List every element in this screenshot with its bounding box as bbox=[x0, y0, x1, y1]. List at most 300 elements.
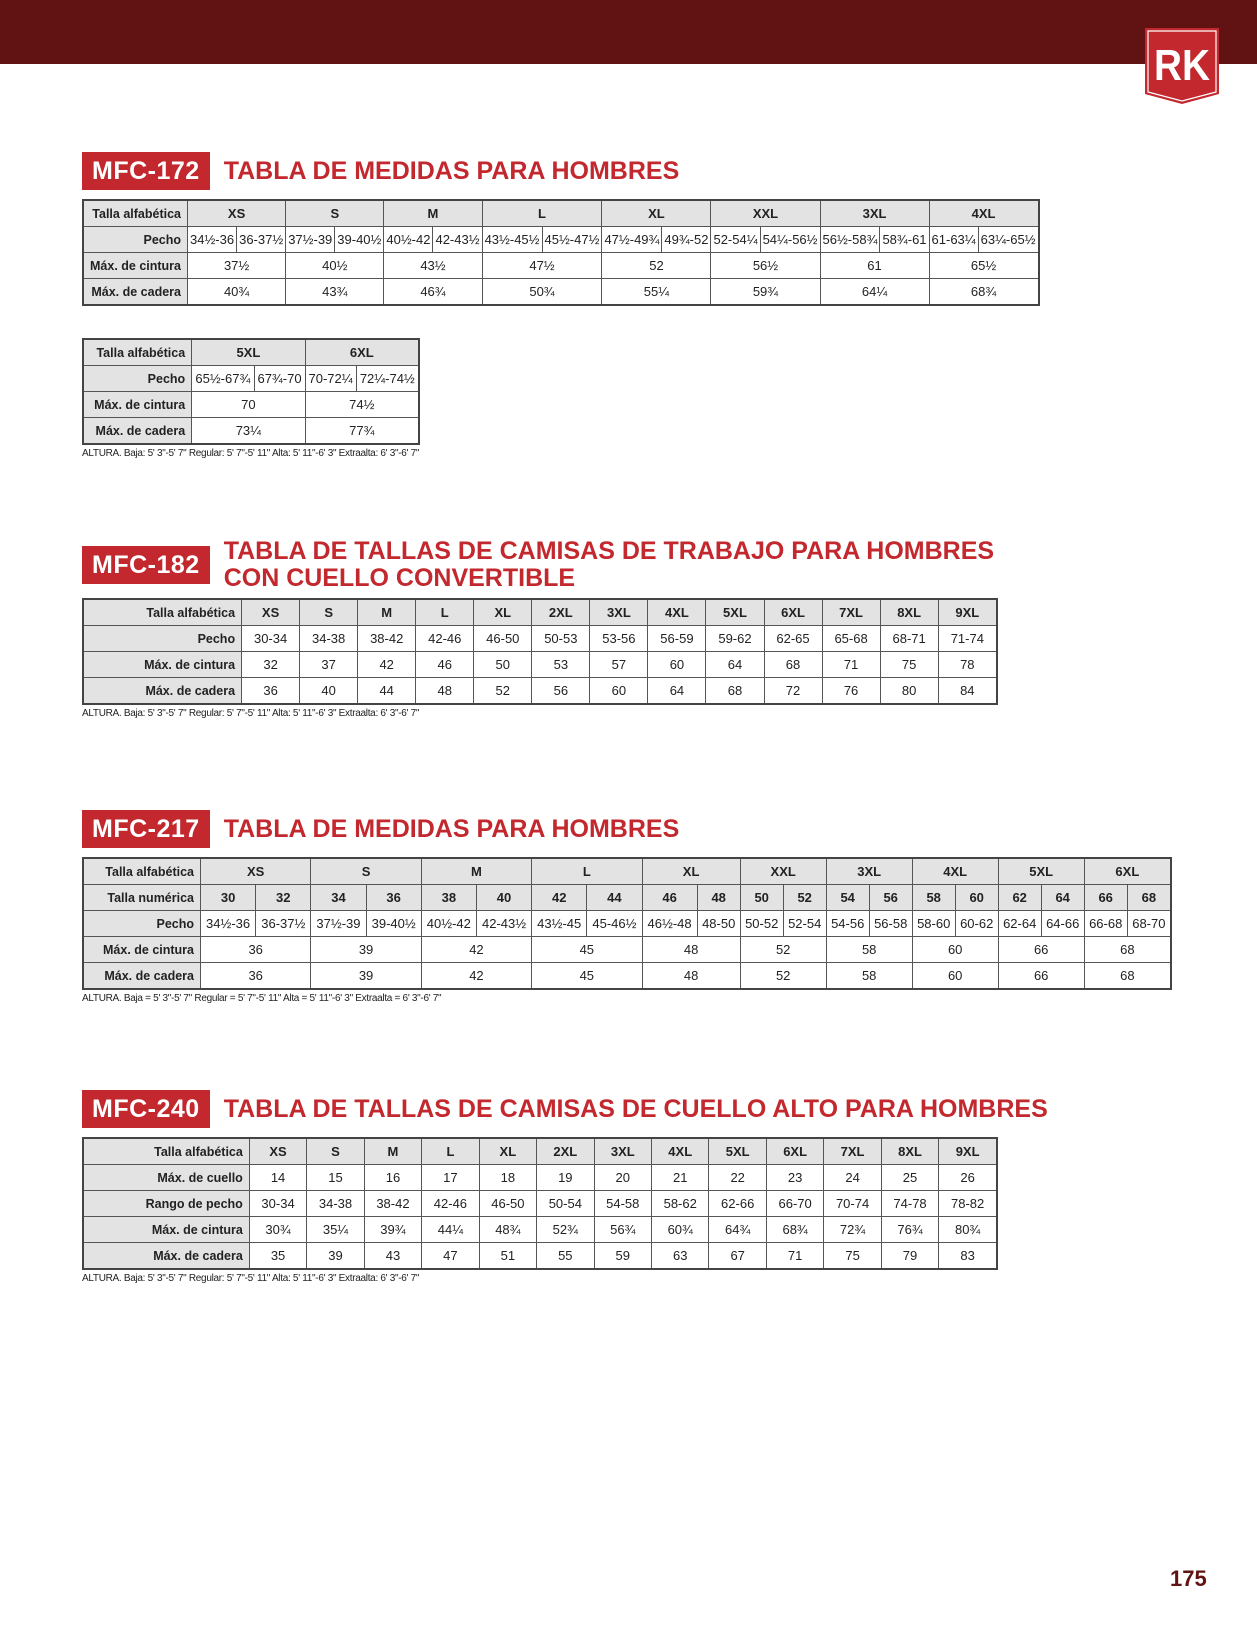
row-label: Máx. de cadera bbox=[83, 279, 188, 306]
chest-cell: 34-38 bbox=[300, 626, 358, 652]
size-cell: XL bbox=[602, 200, 711, 227]
hip-cell: 44 bbox=[358, 678, 416, 705]
waist-cell: 50 bbox=[474, 652, 532, 678]
chest-cell: 39-40½ bbox=[366, 911, 421, 937]
numeric-size-cell: 42 bbox=[532, 885, 587, 911]
chest-cell: 60-62 bbox=[955, 911, 998, 937]
hip-cell: 46¾ bbox=[384, 279, 482, 306]
size-cell: XL bbox=[474, 599, 532, 626]
size-cell: 2XL bbox=[537, 1138, 594, 1165]
waist-cell: 48¾ bbox=[479, 1217, 536, 1243]
hip-cell: 58 bbox=[826, 963, 912, 990]
size-cell: M bbox=[358, 599, 416, 626]
waist-cell: 76¾ bbox=[881, 1217, 938, 1243]
neck-cell: 15 bbox=[307, 1165, 364, 1191]
chest-cell: 49¾-52 bbox=[662, 227, 711, 253]
size-cell: S bbox=[300, 599, 358, 626]
waist-cell: 52 bbox=[740, 937, 826, 963]
chest-cell: 58-62 bbox=[652, 1191, 709, 1217]
size-cell: XS bbox=[242, 599, 300, 626]
waist-cell: 32 bbox=[242, 652, 300, 678]
hip-cell: 83 bbox=[939, 1243, 997, 1270]
size-header-row bbox=[83, 200, 1039, 227]
chest-cell: 65-68 bbox=[822, 626, 880, 652]
size-cell: 8XL bbox=[880, 599, 938, 626]
chest-cell: 37½-39 bbox=[311, 911, 366, 937]
hip-cell: 40¾ bbox=[188, 279, 286, 306]
chest-cell: 42-46 bbox=[416, 626, 474, 652]
chest-cell: 67¾-70 bbox=[254, 366, 305, 392]
numeric-size-cell: 34 bbox=[311, 885, 366, 911]
waist-cell: 44¼ bbox=[422, 1217, 479, 1243]
size-cell: 7XL bbox=[822, 599, 880, 626]
neck-cell: 21 bbox=[652, 1165, 709, 1191]
neck-cell: 14 bbox=[249, 1165, 306, 1191]
chest-cell: 36-37½ bbox=[256, 911, 311, 937]
hip-cell: 76 bbox=[822, 678, 880, 705]
numeric-size-cell: 66 bbox=[1084, 885, 1127, 911]
row-label: Talla alfabética bbox=[83, 339, 192, 366]
chest-cell: 39-40½ bbox=[335, 227, 384, 253]
waist-cell: 60 bbox=[648, 652, 706, 678]
product-code-badge: MFC-217 bbox=[82, 810, 210, 848]
size-cell: M bbox=[364, 1138, 421, 1165]
chest-cell: 52-54 bbox=[783, 911, 826, 937]
waist-cell: 68 bbox=[1084, 937, 1171, 963]
chest-cell: 58¾-61 bbox=[880, 227, 929, 253]
row-label: Talla alfabética bbox=[83, 599, 242, 626]
hip-cell: 39 bbox=[307, 1243, 364, 1270]
numeric-size-cell: 68 bbox=[1127, 885, 1171, 911]
hip-cell: 56 bbox=[532, 678, 590, 705]
waist-cell: 48 bbox=[642, 937, 740, 963]
hip-cell: 72 bbox=[764, 678, 822, 705]
waist-cell: 60¾ bbox=[652, 1217, 709, 1243]
size-cell: 4XL bbox=[652, 1138, 709, 1165]
chest-cell: 59-62 bbox=[706, 626, 764, 652]
row-label: Pecho bbox=[83, 911, 201, 937]
chest-cell: 42-46 bbox=[422, 1191, 479, 1217]
size-header-row bbox=[83, 339, 419, 366]
neck-cell: 18 bbox=[479, 1165, 536, 1191]
numeric-size-cell: 30 bbox=[201, 885, 256, 911]
size-cell: XS bbox=[201, 858, 311, 885]
row-label: Pecho bbox=[83, 366, 192, 392]
numeric-size-row bbox=[83, 885, 1171, 911]
size-cell: 2XL bbox=[532, 599, 590, 626]
height-note: ALTURA. Baja: 5' 3"-5' 7" Regular: 5' 7"-5' 11" Alta: 5' 11"-6' 3" Extraalta: 6' 3"-6' 7" bbox=[82, 1273, 420, 1284]
numeric-size-cell: 52 bbox=[783, 885, 826, 911]
neck-row bbox=[83, 1165, 997, 1191]
hip-cell: 59¾ bbox=[711, 279, 820, 306]
size-cell: XXL bbox=[740, 858, 826, 885]
chest-cell: 64-66 bbox=[1041, 911, 1084, 937]
hip-cell: 35 bbox=[249, 1243, 306, 1270]
size-header-row bbox=[83, 1138, 997, 1165]
size-header-row bbox=[83, 599, 997, 626]
chest-cell: 56-59 bbox=[648, 626, 706, 652]
waist-cell: 65½ bbox=[929, 253, 1039, 279]
size-table bbox=[82, 1137, 998, 1270]
neck-cell: 19 bbox=[537, 1165, 594, 1191]
waist-cell: 68 bbox=[764, 652, 822, 678]
waist-cell: 53 bbox=[532, 652, 590, 678]
chest-cell: 34½-36 bbox=[201, 911, 256, 937]
rk-logo bbox=[1145, 28, 1219, 104]
chest-cell: 46½-48 bbox=[642, 911, 697, 937]
size-cell: 8XL bbox=[881, 1138, 938, 1165]
logo-text: RK bbox=[1154, 41, 1211, 90]
numeric-size-cell: 32 bbox=[256, 885, 311, 911]
chest-cell: 62-65 bbox=[764, 626, 822, 652]
waist-cell: 58 bbox=[826, 937, 912, 963]
size-cell: S bbox=[286, 200, 384, 227]
size-cell: 4XL bbox=[912, 858, 998, 885]
size-cell: 5XL bbox=[192, 339, 305, 366]
chest-cell: 53-56 bbox=[590, 626, 648, 652]
size-cell: L bbox=[482, 200, 602, 227]
product-code-badge: MFC-240 bbox=[82, 1090, 210, 1128]
size-cell: 5XL bbox=[709, 1138, 766, 1165]
waist-cell: 46 bbox=[416, 652, 474, 678]
section-title-line-1: TABLA DE TALLAS DE CAMISAS DE TRABAJO PARA HOMBRES bbox=[223, 537, 995, 565]
chest-cell: 78-82 bbox=[939, 1191, 997, 1217]
chest-cell: 70-74 bbox=[824, 1191, 881, 1217]
size-table bbox=[82, 199, 1040, 306]
chest-cell: 58-60 bbox=[912, 911, 955, 937]
chest-cell: 45-46½ bbox=[587, 911, 642, 937]
section-title: TABLA DE TALLAS DE CAMISAS DE CUELLO ALTO PARA HOMBRES bbox=[223, 1094, 1048, 1123]
chest-cell: 72¼-74½ bbox=[356, 366, 419, 392]
hip-cell: 36 bbox=[242, 678, 300, 705]
waist-cell: 78 bbox=[938, 652, 997, 678]
row-label: Máx. de cintura bbox=[83, 1217, 249, 1243]
size-cell: S bbox=[307, 1138, 364, 1165]
waist-cell: 75 bbox=[880, 652, 938, 678]
chest-cell: 42-43½ bbox=[476, 911, 531, 937]
hip-row bbox=[83, 963, 1171, 990]
chest-cell: 54¼-56½ bbox=[760, 227, 820, 253]
hip-cell: 66 bbox=[998, 963, 1084, 990]
hip-cell: 64 bbox=[648, 678, 706, 705]
neck-cell: 17 bbox=[422, 1165, 479, 1191]
waist-cell: 37 bbox=[300, 652, 358, 678]
size-cell: XS bbox=[249, 1138, 306, 1165]
size-table bbox=[82, 598, 998, 705]
chest-cell: 48-50 bbox=[697, 911, 740, 937]
row-label: Máx. de cadera bbox=[83, 963, 201, 990]
hip-cell: 39 bbox=[311, 963, 421, 990]
chest-cell: 30-34 bbox=[249, 1191, 306, 1217]
chest-cell: 34-38 bbox=[307, 1191, 364, 1217]
size-cell: S bbox=[311, 858, 421, 885]
numeric-size-cell: 62 bbox=[998, 885, 1041, 911]
chest-cell: 74-78 bbox=[881, 1191, 938, 1217]
chest-cell: 62-66 bbox=[709, 1191, 766, 1217]
chest-cell: 38-42 bbox=[358, 626, 416, 652]
row-label: Pecho bbox=[83, 227, 188, 253]
hip-cell: 47 bbox=[422, 1243, 479, 1270]
size-cell: 9XL bbox=[939, 1138, 997, 1165]
chest-cell: 40½-42 bbox=[384, 227, 433, 253]
row-label: Talla alfabética bbox=[83, 200, 188, 227]
size-cell: L bbox=[416, 599, 474, 626]
waist-cell: 70 bbox=[192, 392, 305, 418]
size-cell: M bbox=[421, 858, 531, 885]
waist-cell: 35¼ bbox=[307, 1217, 364, 1243]
size-cell: 6XL bbox=[1084, 858, 1171, 885]
section-title: TABLA DE MEDIDAS PARA HOMBRES bbox=[223, 814, 680, 843]
waist-row bbox=[83, 937, 1171, 963]
chest-cell: 61-63¼ bbox=[929, 227, 978, 253]
waist-cell: 64¾ bbox=[709, 1217, 766, 1243]
chest-cell: 71-74 bbox=[938, 626, 997, 652]
chest-cell: 46-50 bbox=[474, 626, 532, 652]
hip-cell: 71 bbox=[766, 1243, 823, 1270]
size-cell: 7XL bbox=[824, 1138, 881, 1165]
hip-cell: 40 bbox=[300, 678, 358, 705]
chest-cell: 62-64 bbox=[998, 911, 1041, 937]
chest-cell: 66-70 bbox=[766, 1191, 823, 1217]
size-cell: 9XL bbox=[938, 599, 997, 626]
waist-cell: 66 bbox=[998, 937, 1084, 963]
waist-cell: 71 bbox=[822, 652, 880, 678]
waist-row bbox=[83, 1217, 997, 1243]
product-code-badge: MFC-172 bbox=[82, 152, 210, 190]
chest-cell: 45½-47½ bbox=[542, 227, 602, 253]
waist-cell: 80¾ bbox=[939, 1217, 997, 1243]
hip-cell: 60 bbox=[590, 678, 648, 705]
neck-cell: 23 bbox=[766, 1165, 823, 1191]
chest-cell: 30-34 bbox=[242, 626, 300, 652]
hip-cell: 75 bbox=[824, 1243, 881, 1270]
hip-cell: 68¾ bbox=[929, 279, 1039, 306]
hip-cell: 52 bbox=[474, 678, 532, 705]
waist-cell: 39 bbox=[311, 937, 421, 963]
row-label: Máx. de cintura bbox=[83, 392, 192, 418]
chest-cell: 42-43½ bbox=[433, 227, 482, 253]
chest-row bbox=[83, 227, 1039, 253]
hip-cell: 42 bbox=[421, 963, 531, 990]
waist-cell: 61 bbox=[820, 253, 929, 279]
chest-cell: 50-53 bbox=[532, 626, 590, 652]
neck-cell: 26 bbox=[939, 1165, 997, 1191]
top-banner bbox=[0, 0, 1257, 64]
chest-row bbox=[83, 911, 1171, 937]
section-mfc-217 bbox=[82, 810, 1172, 1004]
hip-cell: 60 bbox=[912, 963, 998, 990]
size-cell: XL bbox=[642, 858, 740, 885]
neck-cell: 16 bbox=[364, 1165, 421, 1191]
chest-cell: 37½-39 bbox=[286, 227, 335, 253]
hip-cell: 73¼ bbox=[192, 418, 305, 445]
numeric-size-cell: 44 bbox=[587, 885, 642, 911]
hip-cell: 50¾ bbox=[482, 279, 602, 306]
waist-cell: 60 bbox=[912, 937, 998, 963]
numeric-size-cell: 58 bbox=[912, 885, 955, 911]
product-code-badge: MFC-182 bbox=[82, 546, 210, 584]
chest-cell: 63¼-65½ bbox=[978, 227, 1038, 253]
chest-cell: 56½-58¾ bbox=[820, 227, 880, 253]
chest-cell: 38-42 bbox=[364, 1191, 421, 1217]
chest-cell: 46-50 bbox=[479, 1191, 536, 1217]
waist-cell: 30¾ bbox=[249, 1217, 306, 1243]
waist-cell: 40½ bbox=[286, 253, 384, 279]
row-label: Máx. de cintura bbox=[83, 652, 242, 678]
neck-cell: 24 bbox=[824, 1165, 881, 1191]
hip-cell: 36 bbox=[201, 963, 311, 990]
hip-cell: 52 bbox=[740, 963, 826, 990]
chest-cell: 68-71 bbox=[880, 626, 938, 652]
section-title: TABLA DE MEDIDAS PARA HOMBRES bbox=[223, 156, 680, 185]
waist-cell: 42 bbox=[358, 652, 416, 678]
size-header-row bbox=[83, 858, 1171, 885]
size-cell: 5XL bbox=[998, 858, 1084, 885]
row-label: Máx. de cintura bbox=[83, 937, 201, 963]
height-note: ALTURA. Baja: 5' 3"-5' 7" Regular: 5' 7"-5' 11" Alta: 5' 11"-6' 3" Extraalta: 6' 3"-6' 7" bbox=[82, 708, 420, 719]
hip-cell: 48 bbox=[416, 678, 474, 705]
hip-cell: 51 bbox=[479, 1243, 536, 1270]
chest-cell: 56-58 bbox=[869, 911, 912, 937]
chest-row bbox=[83, 626, 997, 652]
hip-cell: 43¾ bbox=[286, 279, 384, 306]
waist-row bbox=[83, 652, 997, 678]
row-label: Talla alfabética bbox=[83, 1138, 249, 1165]
section-mfc-182 bbox=[82, 538, 998, 719]
hip-cell: 63 bbox=[652, 1243, 709, 1270]
neck-cell: 22 bbox=[709, 1165, 766, 1191]
section-mfc-240 bbox=[82, 1090, 1048, 1284]
numeric-size-cell: 36 bbox=[366, 885, 421, 911]
chest-cell: 50-52 bbox=[740, 911, 783, 937]
neck-cell: 20 bbox=[594, 1165, 651, 1191]
waist-cell: 74½ bbox=[305, 392, 419, 418]
section-title bbox=[224, 538, 994, 592]
height-note: ALTURA. Baja = 5' 3"-5' 7" Regular = 5' 7"-5' 11" Alta = 5' 11"-6' 3" Extraalta = 6' 3"-6' 7" bbox=[82, 993, 442, 1004]
section-title-line-2: CON CUELLO CONVERTIBLE bbox=[223, 564, 576, 592]
chest-cell: 43½-45 bbox=[532, 911, 587, 937]
numeric-size-cell: 46 bbox=[642, 885, 697, 911]
waist-row bbox=[83, 253, 1039, 279]
numeric-size-cell: 56 bbox=[869, 885, 912, 911]
row-label: Rango de pecho bbox=[83, 1191, 249, 1217]
row-label: Máx. de cadera bbox=[83, 1243, 249, 1270]
size-table-extended bbox=[82, 338, 420, 445]
size-cell: M bbox=[384, 200, 482, 227]
chest-cell: 66-68 bbox=[1084, 911, 1127, 937]
numeric-size-cell: 48 bbox=[697, 885, 740, 911]
numeric-size-cell: 38 bbox=[421, 885, 476, 911]
size-cell: 5XL bbox=[706, 599, 764, 626]
hip-cell: 55 bbox=[537, 1243, 594, 1270]
numeric-size-cell: 54 bbox=[826, 885, 869, 911]
size-cell: 6XL bbox=[305, 339, 419, 366]
hip-cell: 68 bbox=[706, 678, 764, 705]
hip-cell: 77¾ bbox=[305, 418, 419, 445]
row-label: Máx. de cintura bbox=[83, 253, 188, 279]
chest-cell: 34½-36 bbox=[188, 227, 237, 253]
row-label: Talla numérica bbox=[83, 885, 201, 911]
chest-cell: 65½-67¾ bbox=[192, 366, 254, 392]
chest-cell: 54-58 bbox=[594, 1191, 651, 1217]
hip-row bbox=[83, 1243, 997, 1270]
size-cell: L bbox=[532, 858, 642, 885]
chest-cell: 54-56 bbox=[826, 911, 869, 937]
hip-row bbox=[83, 678, 997, 705]
page-number: 175 bbox=[1170, 1566, 1207, 1591]
row-label: Máx. de cadera bbox=[83, 418, 192, 445]
chest-cell: 50-54 bbox=[537, 1191, 594, 1217]
chest-cell: 68-70 bbox=[1127, 911, 1171, 937]
waist-cell: 57 bbox=[590, 652, 648, 678]
hip-cell: 48 bbox=[642, 963, 740, 990]
waist-cell: 56½ bbox=[711, 253, 820, 279]
waist-cell: 42 bbox=[421, 937, 531, 963]
height-note: ALTURA. Baja: 5' 3"-5' 7" Regular: 5' 7"-5' 11" Alta: 5' 11"-6' 3" Extraalta: 6' 3"-6' 7" bbox=[82, 448, 420, 459]
chest-cell: 43½-45½ bbox=[482, 227, 542, 253]
size-cell: 3XL bbox=[820, 200, 929, 227]
row-label: Máx. de cuello bbox=[83, 1165, 249, 1191]
waist-cell: 45 bbox=[532, 937, 642, 963]
section-mfc-172 bbox=[82, 152, 1040, 459]
hip-cell: 64¼ bbox=[820, 279, 929, 306]
waist-cell: 52¾ bbox=[537, 1217, 594, 1243]
chest-cell: 47½-49¾ bbox=[602, 227, 662, 253]
waist-cell: 39¾ bbox=[364, 1217, 421, 1243]
hip-cell: 68 bbox=[1084, 963, 1171, 990]
chest-cell: 36-37½ bbox=[237, 227, 286, 253]
row-label: Pecho bbox=[83, 626, 242, 652]
size-cell: 3XL bbox=[594, 1138, 651, 1165]
hip-cell: 59 bbox=[594, 1243, 651, 1270]
hip-cell: 55¼ bbox=[602, 279, 711, 306]
neck-cell: 25 bbox=[881, 1165, 938, 1191]
chest-cell: 52-54¼ bbox=[711, 227, 760, 253]
waist-cell: 64 bbox=[706, 652, 764, 678]
waist-cell: 68¾ bbox=[766, 1217, 823, 1243]
waist-row bbox=[83, 392, 419, 418]
chest-row bbox=[83, 366, 419, 392]
waist-cell: 43½ bbox=[384, 253, 482, 279]
waist-cell: 52 bbox=[602, 253, 711, 279]
size-cell: XL bbox=[479, 1138, 536, 1165]
hip-cell: 84 bbox=[938, 678, 997, 705]
size-cell: XS bbox=[188, 200, 286, 227]
hip-row bbox=[83, 418, 419, 445]
size-cell: 3XL bbox=[826, 858, 912, 885]
numeric-size-cell: 50 bbox=[740, 885, 783, 911]
hip-row bbox=[83, 279, 1039, 306]
waist-cell: 56¾ bbox=[594, 1217, 651, 1243]
waist-cell: 36 bbox=[201, 937, 311, 963]
numeric-size-cell: 60 bbox=[955, 885, 998, 911]
waist-cell: 37½ bbox=[188, 253, 286, 279]
chest-cell: 70-72¼ bbox=[305, 366, 356, 392]
hip-cell: 67 bbox=[709, 1243, 766, 1270]
hip-cell: 43 bbox=[364, 1243, 421, 1270]
chest-cell: 40½-42 bbox=[421, 911, 476, 937]
waist-cell: 47½ bbox=[482, 253, 602, 279]
size-cell: 6XL bbox=[766, 1138, 823, 1165]
size-cell: L bbox=[422, 1138, 479, 1165]
size-cell: 4XL bbox=[929, 200, 1039, 227]
hip-cell: 45 bbox=[532, 963, 642, 990]
waist-cell: 72¾ bbox=[824, 1217, 881, 1243]
hip-cell: 79 bbox=[881, 1243, 938, 1270]
hip-cell: 80 bbox=[880, 678, 938, 705]
chest-range-row bbox=[83, 1191, 997, 1217]
size-cell: XXL bbox=[711, 200, 820, 227]
